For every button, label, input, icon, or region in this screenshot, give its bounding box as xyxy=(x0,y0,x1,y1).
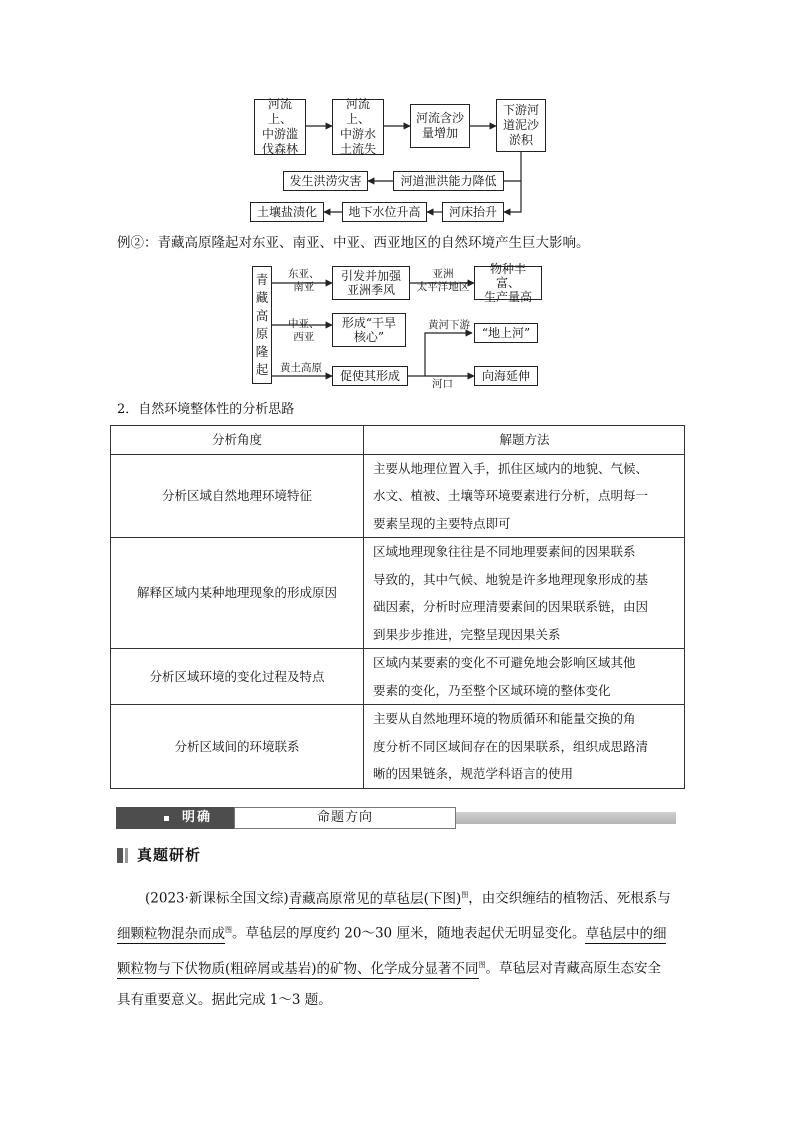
table-cell-method: 区域内某要素的变化不可避免地会影响区域其他 要素的变化，乃至整个区域环境的整体变化 xyxy=(364,649,685,705)
square-bullet-icon xyxy=(164,816,169,821)
table-header-angle: 分析角度 xyxy=(111,426,364,455)
heading-bar-icon xyxy=(125,848,128,863)
table-cell-angle: 解释区域内某种地理现象的形成原因 xyxy=(111,538,364,649)
label-asia-pacific: 亚洲 太平洋地区 xyxy=(416,268,470,293)
flow1-box-deforestation: 河流上、 中游滥 伐森林 xyxy=(254,99,306,155)
passage-line-2: 细颗粒物混杂而成$^图$。草毡层的厚度约 20～30 厘米，随地表起伏无明显变化。草毡层中的细 xyxy=(117,925,667,942)
flow1-box-sediment-increase: 河流含沙 量增加 xyxy=(410,104,470,148)
flow1-box-silt-deposition: 下游河 道泥沙 淤积 xyxy=(496,99,546,152)
box-monsoon: 引发并加强 亚洲季风 xyxy=(332,266,410,300)
label-loess-plateau: 黄土高原 xyxy=(280,362,322,374)
box-suspended-river: “地上河” xyxy=(474,323,538,343)
box-species-rich: 物种丰富、 生产量高 xyxy=(474,266,542,300)
flow1-box-soil-erosion: 河流上、 中游水 土流失 xyxy=(332,99,384,155)
label-lower-yellow-river: 黄河下游 xyxy=(428,319,470,331)
analysis-table xyxy=(110,425,685,789)
table-cell-angle: 分析区域间的环境联系 xyxy=(111,705,364,789)
table-row xyxy=(111,454,685,538)
table-header-method: 解题方法 xyxy=(364,426,685,455)
flow1-box-flood-capacity: 河道泄洪能力降低 xyxy=(393,171,504,191)
heading-bar-icon xyxy=(117,848,123,863)
label-central-west-asia: 中亚、 西亚 xyxy=(288,318,320,343)
table-cell-method: 区域地理现象往往是不同地理要素间的因果联系 导致的，其中气候、地貌是许多地理现象形成的基 础因素，分析时应理清要素间的因果联系链，由因 到果步步推进，完整呈现因果关系 xyxy=(364,538,685,649)
table-cell-angle: 分析区域环境的变化过程及特点 xyxy=(111,649,364,705)
table-cell-method: 主要从自然地理环境的物质循环和能量交换的角 度分析不同区域间存在的因果联系，组织成思路清 晰的因果链条，规范学科语言的使用 xyxy=(364,705,685,789)
passage-line-1: (2023·新课标全国文综)青藏高原常见的草毡层(下图)$^图$，由交织缠结的植物活、死根系与 xyxy=(145,890,671,907)
table-header-row xyxy=(111,426,685,455)
section-2-title: 2．自然环境整体性的分析思路 xyxy=(117,402,295,417)
flow1-box-groundwater-rise: 地下水位升高 xyxy=(342,202,427,222)
box-extend-to-sea: 向海延伸 xyxy=(474,366,538,386)
section-banner xyxy=(116,805,676,829)
box-dry-core: 形成“干旱 核心” xyxy=(332,313,406,347)
table-row xyxy=(111,538,685,649)
flow2-source-box: 青 藏 高 原 隆 起 xyxy=(252,266,272,384)
label-estuary: 河口 xyxy=(432,378,453,390)
table-cell-method: 主要从地理位置入手，抓住区域内的地貌、气候、 水文、植被、土壤等环境要素进行分析，点明每一 要素呈现的主要特点即可 xyxy=(364,454,685,538)
flow1-box-salinization: 土壤盐渍化 xyxy=(250,202,324,222)
label-east-south-asia: 东亚、 南亚 xyxy=(288,268,320,293)
table-cell-angle: 分析区域自然地理环境特征 xyxy=(111,454,364,538)
box-promote-formation: 促使其形成 xyxy=(332,366,408,386)
banner-dark-tab: 明确 xyxy=(116,807,236,829)
table-row xyxy=(111,649,685,705)
flow1-box-flood-disaster: 发生洪涝灾害 xyxy=(283,171,368,191)
flow1-box-riverbed-rise: 河床抬升 xyxy=(442,202,504,222)
example-2-text: 例②：青藏高原隆起对东亚、南亚、中亚、西亚地区的自然环境产生巨大影响。 xyxy=(117,235,590,251)
table-row xyxy=(111,705,685,789)
passage-line-3: 颗粒物与下伏物质(粗碎屑或基岩)的矿物、化学成分显著不同$^图$。草毡层对青藏高原生态安全 xyxy=(117,960,662,977)
passage-line-4: 具有重要意义。据此完成 1～3 题。 xyxy=(117,992,332,1008)
banner-light-tab: 命题方向 xyxy=(234,807,456,829)
